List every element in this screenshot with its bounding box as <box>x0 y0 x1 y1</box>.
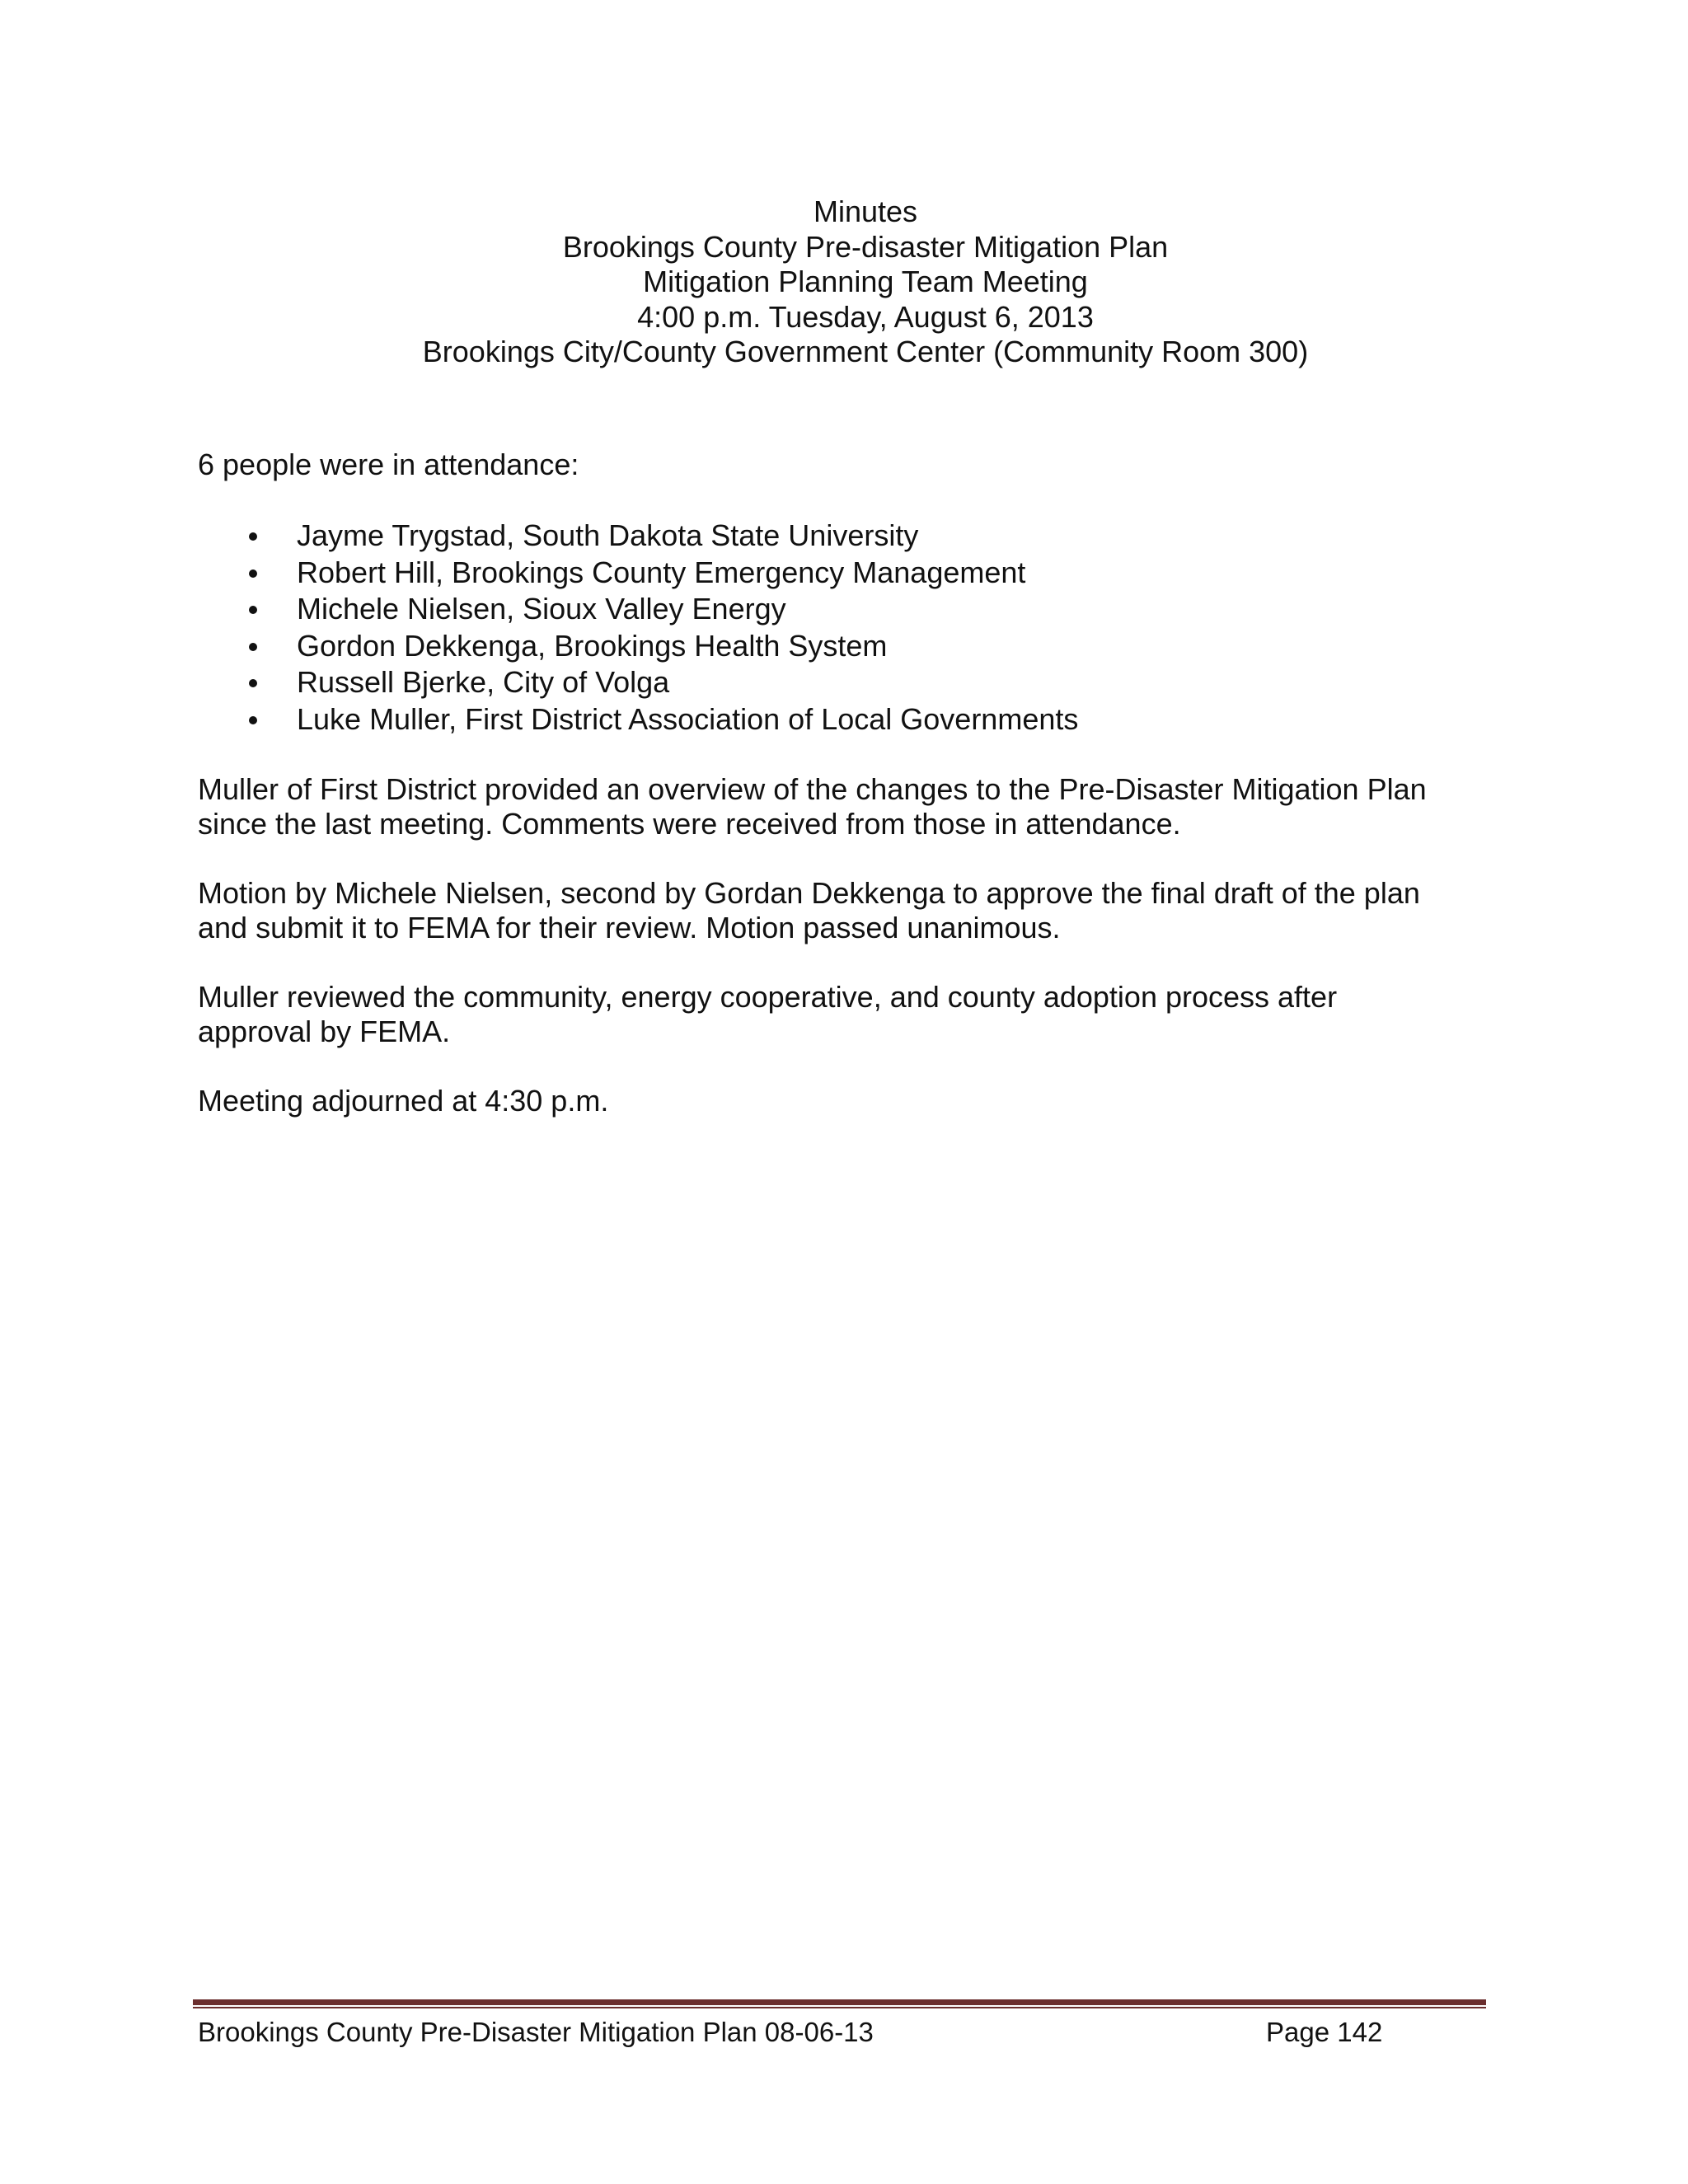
attendee-text: Michele Nielsen, Sioux Valley Energy <box>297 592 786 626</box>
paragraph-adoption-process <box>198 980 1550 1049</box>
attendee-text: Russell Bjerke, City of Volga <box>297 665 670 700</box>
paragraph-line: Muller of First District provided an overview of the changes to the Pre-Disaster Mitigation Plan <box>198 772 1427 806</box>
footer-rule-thin <box>193 2007 1486 2008</box>
document-header <box>198 194 1533 370</box>
attendee-item <box>198 591 1078 628</box>
paragraph-adjournment <box>198 1084 1550 1118</box>
footer-rule-thick <box>193 1999 1486 2005</box>
attendance-intro: 6 people were in attendance: <box>198 448 579 481</box>
footer-page-number: Page 142 <box>1266 2017 1383 2047</box>
header-plan-name: Brookings County Pre-disaster Mitigation Plan <box>562 229 1169 264</box>
bullet-icon <box>249 606 257 614</box>
header-date-time: 4:00 p.m. Tuesday, August 6, 2013 <box>637 299 1094 334</box>
bullet-icon <box>249 679 257 687</box>
attendee-text: Gordon Dekkenga, Brookings Health System <box>297 628 888 663</box>
footer-document-title: Brookings County Pre-Disaster Mitigation Plan 08-06-13 <box>198 2017 874 2047</box>
paragraph-line: since the last meeting. Comments were received from those in attendance. <box>198 807 1181 841</box>
header-meeting-name: Mitigation Planning Team Meeting <box>643 265 1088 298</box>
bullet-icon <box>249 716 257 724</box>
bullet-icon <box>249 643 257 651</box>
attendee-item <box>198 555 1078 592</box>
attendee-item <box>198 701 1078 738</box>
paragraph-line: Motion by Michele Nielsen, second by Gordan Dekkenga to approve the final draft of the plan <box>198 876 1420 910</box>
footer-rule <box>193 1999 1486 2009</box>
paragraph-line: and submit it to FEMA for their review. Motion passed unanimous. <box>198 911 1061 944</box>
attendee-list <box>198 518 1078 738</box>
attendee-text: Luke Muller, First District Association of Local Governments <box>297 701 1079 736</box>
attendee-text: Jayme Trygstad, South Dakota State University <box>297 518 919 552</box>
attendee-text: Robert Hill, Brookings County Emergency Management <box>297 555 1026 589</box>
paragraph-overview <box>198 772 1550 841</box>
paragraph-line: Muller reviewed the community, energy cooperative, and county adoption process after <box>198 980 1338 1014</box>
attendee-item <box>198 628 1078 665</box>
bullet-icon <box>249 569 257 578</box>
attendee-item <box>198 518 1078 555</box>
attendee-item <box>198 664 1078 701</box>
paragraph-line: approval by FEMA. <box>198 1015 451 1048</box>
header-title: Minutes <box>813 194 918 228</box>
header-location: Brookings City/County Government Center (Community Room 300) <box>422 335 1309 368</box>
bullet-icon <box>249 532 257 541</box>
paragraph-motion <box>198 876 1550 945</box>
paragraph-line: Meeting adjourned at 4:30 p.m. <box>198 1084 609 1118</box>
